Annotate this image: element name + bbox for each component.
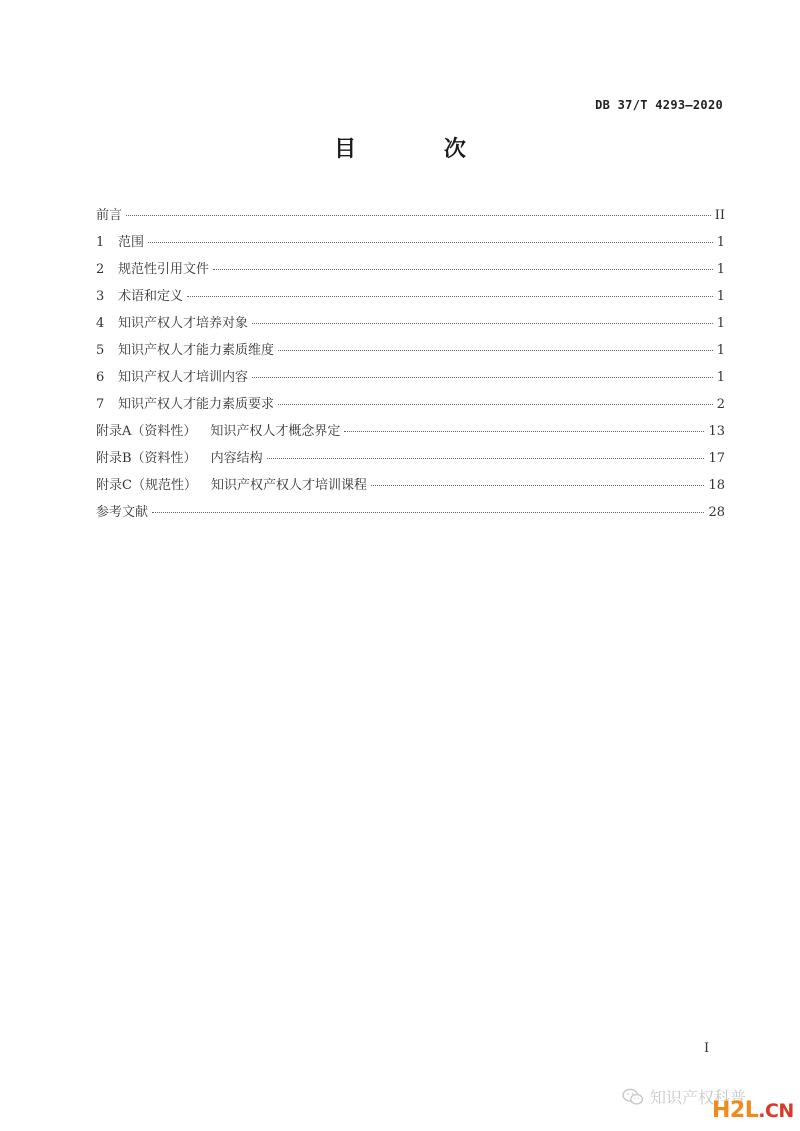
toc-entry-appendix-c[interactable] [96,474,725,501]
toc-label: 知识产权人才培训内容 [118,370,249,385]
toc-leader-dots [213,269,713,270]
toc-number: 3 [96,289,105,304]
toc-entry-3[interactable] [96,285,725,312]
toc-page: 1 [716,343,725,358]
toc-leader-dots [278,350,713,351]
page-number: I [704,1041,710,1056]
toc-label: 知识产权人才培养对象 [118,316,249,331]
brand-logo-suffix: .CN [758,1100,794,1122]
toc-label: 术语和定义 [118,289,184,304]
toc-entry-appendix-a[interactable] [96,420,725,447]
toc-entry-4[interactable] [96,312,725,339]
wechat-icon [622,1088,644,1106]
brand-logo-main: H2L [712,1098,759,1123]
toc-number: 4 [96,316,105,331]
toc-leader-dots [187,296,713,297]
toc-leader-dots [371,485,704,486]
toc-page: 2 [716,397,725,412]
table-of-contents [96,204,725,528]
toc-entry-2[interactable] [96,258,725,285]
toc-page: 18 [708,478,725,493]
toc-label: 内容结构 [210,451,263,466]
toc-leader-dots [252,377,713,378]
brand-logo [712,1098,794,1123]
toc-label: 知识产权产权人才培训课程 [210,478,367,493]
toc-page: 13 [708,424,725,439]
toc-leader-dots [148,242,713,243]
toc-entry-6[interactable] [96,366,725,393]
toc-label: 知识产权人才能力素质维度 [118,343,275,358]
toc-entry-references[interactable] [96,501,725,528]
toc-label: 参考文献 [96,505,149,520]
toc-label: 知识产权人才概念界定 [210,424,341,439]
toc-page: 1 [716,289,725,304]
toc-page: 28 [708,505,725,520]
toc-leader-dots [152,512,704,513]
toc-label: 知识产权人才能力素质要求 [118,397,275,412]
toc-leader-dots [278,404,713,405]
toc-leader-dots [252,323,713,324]
toc-entry-appendix-b[interactable] [96,447,725,474]
toc-number: 5 [96,343,105,358]
toc-entry-5[interactable] [96,339,725,366]
toc-label: 范围 [118,235,145,250]
toc-number: 1 [96,235,105,250]
toc-label: 前言 [96,208,123,223]
watermark-text: 知识产权科普 [650,1088,747,1107]
toc-page: 1 [716,370,725,385]
toc-label: 规范性引用文件 [118,262,210,277]
toc-appendix-prefix: 附录B（资料性） [96,451,197,466]
toc-page: II [714,208,725,223]
toc-number: 7 [96,397,105,412]
toc-page: 1 [716,262,725,277]
toc-entry-7[interactable] [96,393,725,420]
toc-page: 1 [716,316,725,331]
toc-entry-preface[interactable] [96,204,725,231]
toc-appendix-prefix: 附录C（规范性） [96,478,197,493]
toc-number: 6 [96,370,105,385]
document-code: DB 37/T 4293—2020 [595,98,723,112]
page-title: 目 次 [334,137,506,162]
toc-page: 17 [708,451,725,466]
toc-page: 1 [716,235,725,250]
toc-entry-1[interactable] [96,231,725,258]
toc-number: 2 [96,262,105,277]
toc-leader-dots [344,431,704,432]
toc-appendix-prefix: 附录A（资料性） [96,424,197,439]
toc-leader-dots [126,215,711,216]
toc-leader-dots [267,458,705,459]
